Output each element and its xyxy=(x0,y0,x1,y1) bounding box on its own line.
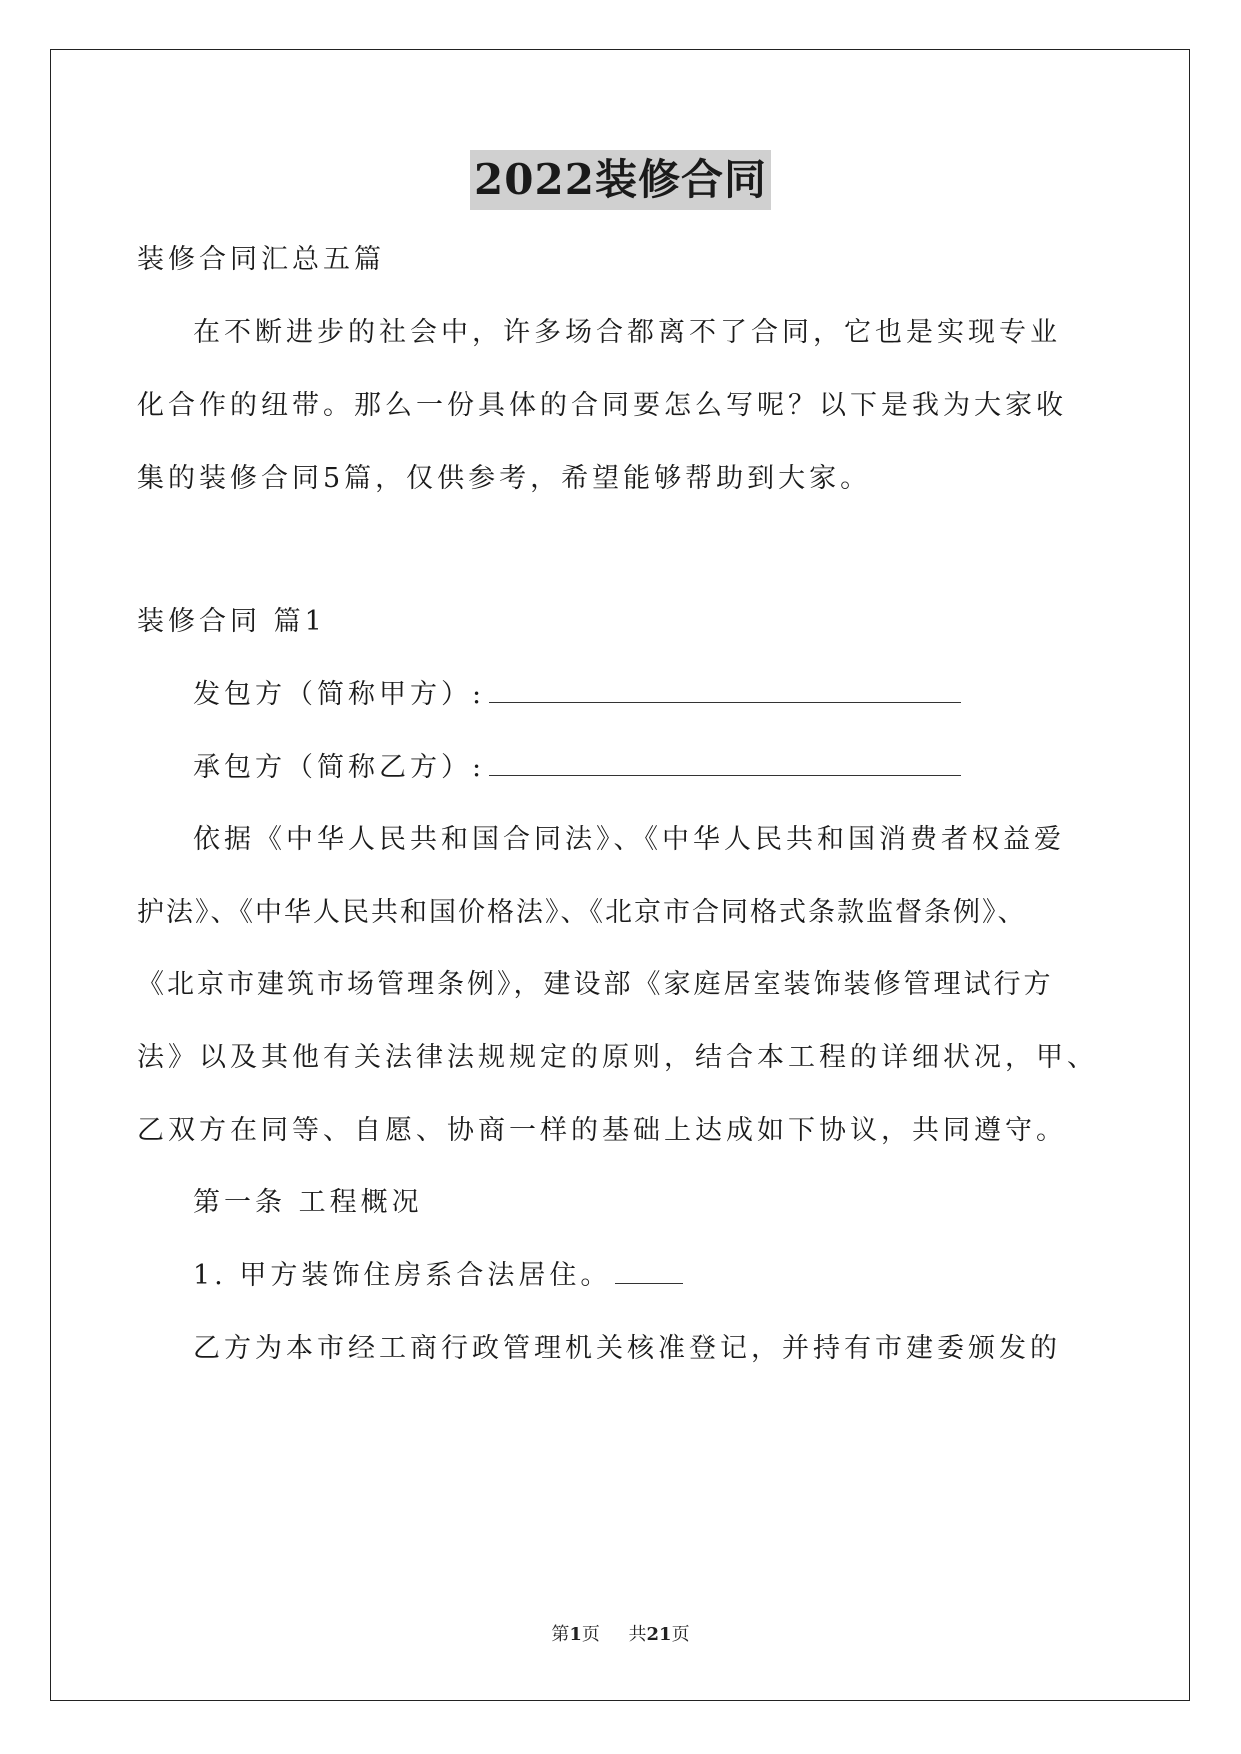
footer-page-suffix: 页 xyxy=(581,1624,600,1645)
intro-line-2: 化合作的纽带。那么一份具体的合同要怎么写呢？以下是我为大家收 xyxy=(137,390,1067,421)
footer-total-prefix: 共 xyxy=(628,1624,647,1645)
item-2-start: 乙方为本市经工商行政管理机关核准登记，并持有市建委颁发的 xyxy=(193,1333,1061,1364)
item-1-blank-field[interactable] xyxy=(615,1259,683,1284)
basis-line-1: 依据《中华人民共和国合同法》、《中华人民共和国消费者权益爱 xyxy=(193,824,1065,855)
article-1-heading: 第一条 工程概况 xyxy=(193,1187,423,1218)
basis-line-4: 法》以及其他有关法律法规规定的原则，结合本工程的详细状况，甲、 xyxy=(137,1042,1098,1073)
footer-page-number: 1 xyxy=(569,1624,582,1645)
party-b-blank-field[interactable] xyxy=(489,751,961,776)
party-b-row xyxy=(193,750,961,786)
item-1-text: 1. 甲方装饰住房系合法居住。 xyxy=(193,1260,612,1291)
party-b-label: 承包方（简称乙方）: xyxy=(193,752,486,783)
intro-line-1: 在不断进步的社会中，许多场合都离不了合同，它也是实现专业 xyxy=(193,317,1061,348)
section-heading: 装修合同 篇1 xyxy=(137,606,326,637)
page-footer xyxy=(0,1623,1241,1647)
subtitle: 装修合同汇总五篇 xyxy=(137,244,385,275)
page-border xyxy=(50,49,1190,1701)
footer-total-suffix: 页 xyxy=(671,1624,690,1645)
item-1-row xyxy=(193,1258,683,1294)
basis-line-3: 《北京市建筑市场管理条例》，建设部《家庭居室装饰装修管理试行方 xyxy=(137,969,1054,1000)
title-area xyxy=(0,150,1241,210)
party-a-blank-field[interactable] xyxy=(489,678,961,703)
party-a-row xyxy=(193,677,961,713)
document-title: 2022装修合同 xyxy=(470,150,771,210)
footer-total-pages: 21 xyxy=(646,1624,672,1645)
footer-page-prefix: 第 xyxy=(551,1624,570,1645)
party-a-label: 发包方（简称甲方）: xyxy=(193,679,486,710)
basis-line-5: 乙双方在同等、自愿、协商一样的基础上达成如下协议，共同遵守。 xyxy=(137,1115,1067,1146)
basis-line-2: 护法》、《中华人民共和国价格法》、《北京市合同格式条款监督条例》、 xyxy=(137,897,1027,928)
intro-line-3: 集的装修合同5篇，仅供参考，希望能够帮助到大家。 xyxy=(137,463,872,494)
